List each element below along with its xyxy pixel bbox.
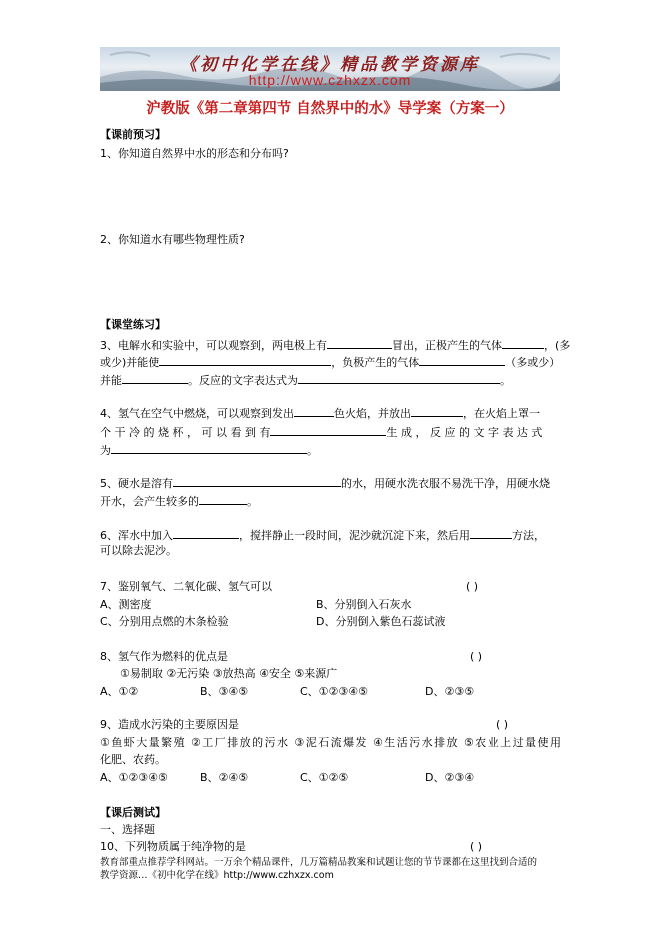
- option-d: D、②③⑤: [425, 685, 475, 698]
- option-c: C、①②③④⑤: [300, 685, 368, 698]
- footer-line-2: 教学资源…《初中化学在线》http://www.czhxzx.com: [100, 870, 334, 881]
- option-d: D、②③④: [425, 771, 475, 784]
- answer-blank: [173, 475, 341, 487]
- header-banner: [100, 47, 560, 91]
- question-4-line-1: 4、氢气在空气中燃烧，可以观察到发出 色火焰，并放出 ，在火焰上罩一: [100, 407, 540, 420]
- question-2: 2、你知道水有哪些物理性质?: [100, 233, 245, 246]
- answer-blank: [173, 527, 239, 539]
- answer-blank: [298, 372, 500, 384]
- question-5-line-1: 5、硬水是溶有 的水，用硬水洗衣服不易洗干净，用硬水烧: [100, 477, 550, 490]
- question-3-line-2: 或少)并能使 ，负极产生的气体 （多或少）: [100, 356, 561, 369]
- answer-blank: [502, 337, 544, 349]
- answer-blank: [327, 337, 392, 349]
- question-6-line-1: 6、浑水中加入 ，搅拌静止一段时间，泥沙就沉淀下来，然后用 方法，: [100, 529, 545, 542]
- section-heading-practice: 【课堂练习】: [100, 318, 166, 331]
- question-5-line-2: 开水，会产生较多的 。: [100, 495, 258, 508]
- question-3-line-1: 3、电解水和实验中，可以观察到，两电极上有 冒出，正极产生的气体 ，(多: [100, 339, 571, 352]
- option-a: A、①②③④⑤: [100, 771, 168, 784]
- question-10-stem: 10、下列物质属于纯净物的是: [100, 840, 246, 853]
- answer-parenthesis: ( ): [470, 650, 483, 663]
- question-1: 1、你知道自然界中水的形态和分布吗?: [100, 147, 289, 160]
- section-heading-test: 【课后测试】: [100, 806, 166, 819]
- footer-line-1: 教育部重点推荐学科网站。一万余个精品课件，几万篇精品教案和试题让您的节节课都在这里找到合适的: [100, 857, 538, 868]
- answer-blank: [411, 405, 463, 417]
- question-8-stem: 8、氢气作为燃料的优点是: [100, 650, 228, 663]
- answer-parenthesis: ( ): [496, 718, 509, 731]
- question-6-line-2: 可以除去泥沙。: [100, 544, 177, 557]
- question-9-items-cont: 化肥、农药。: [100, 753, 166, 766]
- banner-url: http://www.czhxzx.com: [248, 72, 412, 88]
- question-4-line-3: 为 。: [100, 444, 318, 457]
- document-title: 沪教版《第二章第四节 自然界中的水》导学案（方案一）: [146, 101, 514, 117]
- answer-blank: [294, 405, 334, 417]
- option-b: B、②④⑤: [200, 771, 249, 784]
- question-3-line-3: 并能 。反应的文字表达式为 。: [100, 374, 511, 387]
- answer-parenthesis: ( ): [466, 580, 479, 593]
- question-7-stem: 7、鉴别氧气、二氧化碳、氢气可以: [100, 580, 272, 593]
- option-d: D、分别倒入紫色石蕊试液: [316, 615, 446, 628]
- answer-blank: [159, 354, 331, 366]
- footer-note: [100, 856, 561, 882]
- subsection-heading: 一、选择题: [100, 823, 155, 836]
- answer-blank: [199, 493, 247, 505]
- banner-title: 《初中化学在线》精品教学资源库: [180, 55, 480, 75]
- option-a: A、测密度: [100, 598, 152, 611]
- option-a: A、①②: [100, 685, 139, 698]
- question-4-line-2: 个 干 冷 的 烧 杯 ， 可 以 看 到 有 生 成 ， 反 应 的 文 字 表 达 式: [100, 426, 543, 439]
- answer-parenthesis: ( ): [470, 840, 483, 853]
- question-8-items: ①易制取 ②无污染 ③放热高 ④安全 ⑤来源广: [120, 667, 338, 680]
- answer-blank: [111, 442, 307, 454]
- option-c: C、分别用点燃的木条检验: [100, 615, 229, 628]
- question-9-stem: 9、造成水污染的主要原因是: [100, 718, 239, 731]
- section-heading-preview: 【课前预习】: [100, 128, 166, 141]
- question-9-items: ①鱼虾大量繁殖 ②工厂排放的污水 ③泥石流爆发 ④生活污水排放 ⑤农业上过量使用: [100, 736, 561, 749]
- answer-blank: [470, 527, 512, 539]
- answer-blank: [122, 372, 188, 384]
- option-c: C、①②⑤: [300, 771, 349, 784]
- answer-blank: [270, 424, 386, 436]
- option-b: B、③④⑤: [200, 685, 249, 698]
- answer-blank: [419, 354, 505, 366]
- option-b: B、分别倒入石灰水: [316, 598, 412, 611]
